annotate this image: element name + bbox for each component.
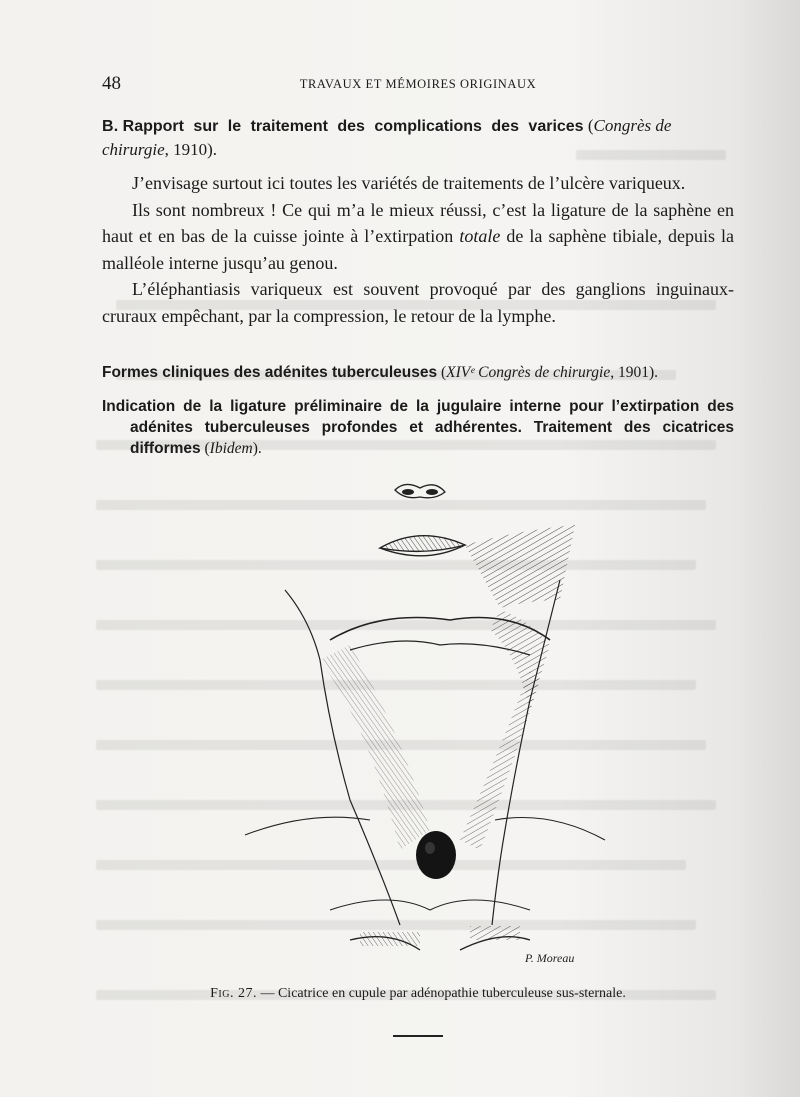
section-ref-italic: Congrès de chirurgie	[102, 116, 672, 159]
caption-text: — Cicatrice en cupule par adénopathie tuberculeuse sus-sternale.	[260, 986, 626, 1001]
figure-caption	[102, 986, 734, 1002]
page-number: 48	[102, 73, 121, 94]
formes-ref-open: (	[440, 364, 447, 381]
paragraph-1: J’envisage surtout ici toutes les variétés de traitements de l’ulcère variqueux.	[132, 173, 686, 193]
running-head	[102, 73, 734, 95]
formes-entry	[102, 362, 734, 383]
formes-ref-close: , 1901).	[610, 364, 658, 381]
paragraph-2-italic: totale	[459, 226, 501, 246]
indication-block	[102, 396, 734, 459]
paragraph-2-tail: de la saphène tibiale, depuis la malléole interne jusqu’au genou.	[102, 226, 735, 273]
caption-label: Fig. 27.	[210, 986, 257, 1001]
indication-ref-close: ).	[252, 440, 262, 457]
indication-ref-italic: Ibidem	[209, 440, 253, 457]
section-label: B.	[102, 118, 119, 135]
paragraph-2	[102, 197, 734, 277]
figure-27-illustration	[230, 470, 630, 975]
artist-signature: P. Moreau	[525, 951, 575, 965]
section-ref-close: , 1910).	[164, 140, 218, 159]
ref-open: (	[587, 116, 594, 135]
section-title: Rapport sur le traitement des complications des varices	[122, 118, 584, 135]
indication-entry	[102, 396, 734, 459]
indication-title: Indication de la ligature préliminaire de la jugulaire interne pour l’extirpation des adénites tuberculeuses profondes et adhérentes. Traitement des cicatrices difformes	[102, 398, 734, 457]
formes-title: Formes cliniques des adénites tuberculeuses	[102, 364, 438, 381]
caption-rule	[393, 1035, 443, 1037]
paragraph-3: L’éléphantiasis variqueux est souvent provoqué par des ganglions inguinaux-cruraux empêchant, par la compression, le retour de la lymphe.	[102, 279, 734, 326]
section-b-heading	[102, 114, 734, 161]
body-paragraphs	[102, 170, 734, 329]
formes-ref-italic: XIVᵉ Congrès de chirurgie	[446, 364, 611, 381]
running-title: TRAVAUX ET MÉMOIRES ORIGINAUX	[299, 77, 537, 91]
indication-ref-open: (	[204, 440, 210, 457]
paragraph-2-text: Ils sont nombreux ! Ce qui m’a le mieux réussi, c’est la ligature de la saphène en haut et en bas de la cuisse jointe à l’extirpation	[102, 199, 734, 246]
